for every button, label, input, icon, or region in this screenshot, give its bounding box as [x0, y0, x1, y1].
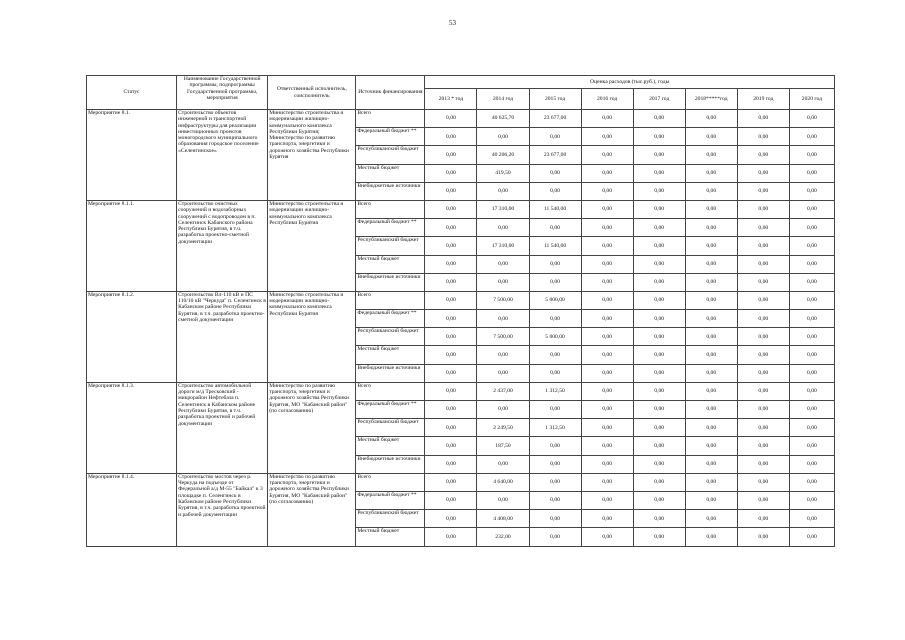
header-source: Источник финансирования	[356, 76, 425, 110]
row-value: 0,00	[789, 437, 834, 455]
row-value: 0,00	[737, 346, 789, 364]
row-value: 0,00	[737, 164, 789, 182]
row-value: 0,00	[529, 528, 581, 546]
page-number: 53	[449, 19, 456, 27]
row-value: 0,00	[529, 310, 581, 328]
row-source: Местный бюджет	[356, 346, 425, 364]
header-year: 2015 год	[529, 89, 581, 110]
row-value: 0,00	[633, 491, 685, 509]
row-value: 0,00	[477, 128, 529, 146]
header-executor: Ответственный исполнитель, соисполнитель	[268, 76, 356, 110]
row-executor: Министерство строительства и модернизации жилищно-коммунального комплекса Республики Бурятия	[268, 291, 356, 382]
row-executor: Министерство по развитию транспорта, энергетики и дорожного хозяйства Республики Бурятия, МО "Кабанский район" (по согласованию)	[268, 473, 356, 546]
row-value: 0,00	[737, 491, 789, 509]
header-year: 2017 год	[633, 89, 685, 110]
row-value: 0,00	[737, 255, 789, 273]
row-executor: Министерство строительства и модернизации жилищно-коммунального комплекса Республики Бурятия; Министерство по развитию транспорта, энергетики и дорожного хозяйства Республики Бурятия	[268, 110, 356, 201]
row-value: 0,00	[425, 146, 477, 164]
row-value: 0,00	[425, 364, 477, 382]
row-value: 0,00	[685, 455, 737, 473]
row-value: 0,00	[789, 473, 834, 491]
row-source: Федеральный бюджет **	[356, 491, 425, 509]
row-executor: Министерство по развитию транспорта, энергетики и дорожного хозяйства Республики Бурятия, МО "Кабанский район" (по согласованию)	[268, 382, 356, 473]
row-value: 0,00	[529, 255, 581, 273]
row-value: 419,50	[477, 164, 529, 182]
row-value: 0,00	[685, 382, 737, 400]
row-value: 0,00	[737, 510, 789, 528]
row-value: 0,00	[685, 437, 737, 455]
row-source: Федеральный бюджет **	[356, 128, 425, 146]
row-source: Внебюджетные источники	[356, 273, 425, 291]
row-source: Всего	[356, 291, 425, 309]
row-value: 0,00	[477, 255, 529, 273]
row-value: 2 249,50	[477, 419, 529, 437]
row-value: 2 437,00	[477, 382, 529, 400]
row-value: 0,00	[425, 510, 477, 528]
row-value: 0,00	[425, 419, 477, 437]
row-value: 7 500,00	[477, 328, 529, 346]
header-year: 2016 год	[581, 89, 633, 110]
row-value: 0,00	[789, 346, 834, 364]
row-value: 0,00	[425, 237, 477, 255]
row-value: 0,00	[581, 310, 633, 328]
row-value: 0,00	[789, 237, 834, 255]
row-source: Республиканский бюджет	[356, 328, 425, 346]
row-value: 0,00	[633, 528, 685, 546]
row-value: 0,00	[425, 200, 477, 218]
row-value: 0,00	[789, 291, 834, 309]
row-value: 0,00	[477, 401, 529, 419]
row-value: 0,00	[633, 437, 685, 455]
row-source: Республиканский бюджет	[356, 510, 425, 528]
row-value: 0,00	[581, 237, 633, 255]
row-source: Местный бюджет	[356, 528, 425, 546]
row-value: 7 500,00	[477, 291, 529, 309]
row-value: 0,00	[581, 455, 633, 473]
row-value: 0,00	[789, 455, 834, 473]
row-value: 4 408,00	[477, 510, 529, 528]
header-year: 2019 год	[737, 89, 789, 110]
header-estimate: Оценка расходов (тыс.руб.), годы	[425, 76, 835, 89]
row-value: 0,00	[477, 310, 529, 328]
row-value: 0,00	[425, 128, 477, 146]
row-value: 0,00	[789, 219, 834, 237]
row-value: 0,00	[425, 164, 477, 182]
row-value: 0,00	[477, 219, 529, 237]
row-value: 0,00	[685, 182, 737, 200]
row-name: Строительство автомобильной дороги м/д Тресковский - микрорайон Нефтебаза п. Селенгинск в Кабанском районе Республики Бурятия, в т.ч. разработка проектной и рабочей документации	[177, 382, 268, 473]
row-value: 0,00	[633, 364, 685, 382]
row-value: 0,00	[737, 419, 789, 437]
row-source: Местный бюджет	[356, 437, 425, 455]
row-value: 0,00	[685, 219, 737, 237]
row-value: 0,00	[685, 255, 737, 273]
row-value: 0,00	[789, 419, 834, 437]
row-value: 0,00	[685, 419, 737, 437]
row-value: 0,00	[789, 128, 834, 146]
row-value: 0,00	[529, 437, 581, 455]
row-value: 0,00	[529, 491, 581, 509]
row-value: 0,00	[581, 273, 633, 291]
row-value: 0,00	[737, 382, 789, 400]
row-value: 0,00	[633, 419, 685, 437]
row-value: 0,00	[789, 528, 834, 546]
header-year: 2020 год	[789, 89, 834, 110]
row-value: 0,00	[685, 346, 737, 364]
row-value: 0,00	[581, 164, 633, 182]
row-value: 0,00	[737, 273, 789, 291]
row-value: 0,00	[581, 491, 633, 509]
row-value: 0,00	[633, 255, 685, 273]
row-value: 23 677,00	[529, 110, 581, 128]
row-value: 0,00	[477, 455, 529, 473]
row-value: 5 000,00	[529, 328, 581, 346]
row-value: 0,00	[581, 382, 633, 400]
row-value: 0,00	[581, 473, 633, 491]
row-value: 0,00	[789, 200, 834, 218]
table-row	[87, 200, 835, 218]
row-value: 0,00	[633, 401, 685, 419]
row-source: Внебюджетные источники	[356, 364, 425, 382]
header-year: 2018*****год	[685, 89, 737, 110]
row-source: Республиканский бюджет	[356, 146, 425, 164]
row-value: 0,00	[633, 473, 685, 491]
row-value: 0,00	[425, 182, 477, 200]
row-value: 0,00	[581, 510, 633, 528]
row-value: 0,00	[685, 510, 737, 528]
row-value: 11 540,00	[529, 237, 581, 255]
row-value: 0,00	[789, 182, 834, 200]
row-value: 0,00	[789, 328, 834, 346]
row-value: 0,00	[633, 146, 685, 164]
table-body	[87, 110, 835, 547]
row-value: 0,00	[737, 328, 789, 346]
row-value: 0,00	[425, 110, 477, 128]
row-value: 0,00	[685, 164, 737, 182]
row-value: 0,00	[633, 328, 685, 346]
row-status: Мероприятие 8.1.1.	[87, 200, 177, 291]
row-value: 0,00	[581, 328, 633, 346]
row-value: 40 625,70	[477, 110, 529, 128]
row-value: 0,00	[685, 473, 737, 491]
row-value: 0,00	[633, 182, 685, 200]
table-row	[87, 382, 835, 400]
header-status: Статус	[87, 76, 177, 110]
row-value: 0,00	[581, 346, 633, 364]
row-value: 0,00	[737, 364, 789, 382]
header-name: Наименование Государственной программы, подпрограммы Государственной программы, мероприятия	[177, 76, 268, 110]
row-value: 0,00	[633, 346, 685, 364]
row-value: 187,50	[477, 437, 529, 455]
row-value: 0,00	[685, 273, 737, 291]
row-source: Внебюджетные источники	[356, 455, 425, 473]
row-value: 0,00	[737, 401, 789, 419]
row-value: 0,00	[633, 128, 685, 146]
row-value: 0,00	[581, 146, 633, 164]
row-value: 0,00	[789, 255, 834, 273]
row-value: 0,00	[529, 164, 581, 182]
row-value: 0,00	[685, 364, 737, 382]
row-name: Строительство мостов через р. Черкуда на подъезде от Федеральной а/д М-55 "Байкал" к 3 площадке п. Селенгинск в Кабанском районе Республики Бурятия, в т.ч. разработка проектной и рабочей документации	[177, 473, 268, 546]
row-value: 232,00	[477, 528, 529, 546]
row-value: 0,00	[581, 401, 633, 419]
row-source: Местный бюджет	[356, 164, 425, 182]
row-value: 0,00	[789, 164, 834, 182]
row-value: 0,00	[633, 382, 685, 400]
row-value: 0,00	[581, 219, 633, 237]
row-source: Внебюджетные источники	[356, 182, 425, 200]
row-source: Федеральный бюджет **	[356, 310, 425, 328]
row-value: 0,00	[581, 364, 633, 382]
row-source: Всего	[356, 473, 425, 491]
row-value: 0,00	[685, 401, 737, 419]
row-value: 0,00	[685, 328, 737, 346]
row-value: 0,00	[425, 437, 477, 455]
row-value: 0,00	[685, 291, 737, 309]
row-value: 0,00	[737, 237, 789, 255]
row-value: 5 000,00	[529, 291, 581, 309]
row-value: 0,00	[737, 455, 789, 473]
row-value: 0,00	[633, 219, 685, 237]
row-value: 4 640,00	[477, 473, 529, 491]
row-value: 0,00	[425, 273, 477, 291]
table-row	[87, 291, 835, 309]
row-value: 0,00	[581, 255, 633, 273]
row-value: 0,00	[789, 273, 834, 291]
row-value: 0,00	[685, 491, 737, 509]
row-value: 0,00	[425, 401, 477, 419]
row-value: 0,00	[425, 291, 477, 309]
row-value: 0,00	[789, 364, 834, 382]
row-value: 0,00	[789, 146, 834, 164]
row-value: 0,00	[529, 182, 581, 200]
row-value: 0,00	[425, 491, 477, 509]
row-value: 0,00	[529, 128, 581, 146]
row-value: 0,00	[737, 128, 789, 146]
row-value: 0,00	[425, 455, 477, 473]
row-source: Всего	[356, 110, 425, 128]
row-value: 0,00	[737, 146, 789, 164]
row-value: 0,00	[581, 437, 633, 455]
row-value: 0,00	[425, 255, 477, 273]
row-value: 0,00	[581, 110, 633, 128]
row-value: 0,00	[581, 419, 633, 437]
row-value: 0,00	[633, 164, 685, 182]
row-value: 0,00	[581, 182, 633, 200]
row-source: Республиканский бюджет	[356, 237, 425, 255]
row-source: Федеральный бюджет **	[356, 219, 425, 237]
row-value: 0,00	[529, 219, 581, 237]
row-value: 0,00	[425, 382, 477, 400]
row-value: 0,00	[425, 473, 477, 491]
row-value: 0,00	[633, 291, 685, 309]
row-value: 0,00	[425, 528, 477, 546]
row-value: 0,00	[581, 291, 633, 309]
row-value: 0,00	[477, 182, 529, 200]
row-value: 0,00	[737, 473, 789, 491]
row-value: 0,00	[581, 528, 633, 546]
row-value: 0,00	[685, 146, 737, 164]
row-status: Мероприятие 8.1.2.	[87, 291, 177, 382]
row-value: 0,00	[737, 219, 789, 237]
row-value: 0,00	[633, 200, 685, 218]
row-value: 0,00	[425, 346, 477, 364]
row-value: 0,00	[685, 200, 737, 218]
row-value: 0,00	[789, 110, 834, 128]
row-value: 0,00	[685, 128, 737, 146]
row-value: 11 540,00	[529, 200, 581, 218]
row-value: 0,00	[425, 328, 477, 346]
row-value: 0,00	[737, 110, 789, 128]
row-source: Всего	[356, 382, 425, 400]
row-value: 0,00	[737, 528, 789, 546]
row-value: 0,00	[529, 346, 581, 364]
row-source: Федеральный бюджет **	[356, 401, 425, 419]
row-value: 0,00	[633, 310, 685, 328]
row-value: 0,00	[529, 455, 581, 473]
table-row	[87, 473, 835, 491]
row-status: Мероприятие 8.1.4.	[87, 473, 177, 546]
row-value: 0,00	[633, 237, 685, 255]
row-value: 0,00	[737, 310, 789, 328]
table-row	[87, 110, 835, 128]
row-value: 0,00	[685, 110, 737, 128]
row-value: 0,00	[789, 491, 834, 509]
row-source: Всего	[356, 200, 425, 218]
row-value: 0,00	[581, 128, 633, 146]
row-status: Мероприятие 8.1.	[87, 110, 177, 201]
row-value: 40 206,20	[477, 146, 529, 164]
row-value: 0,00	[529, 364, 581, 382]
row-value: 0,00	[477, 491, 529, 509]
row-value: 0,00	[685, 237, 737, 255]
row-name: Строительство Вл-110 кВ и ПС 110/10 кВ "Черкуда" п. Селенгинск в Кабанском районе Республики Бурятия, в т.ч. разработка проектно-сметной документации	[177, 291, 268, 382]
row-value: 0,00	[529, 473, 581, 491]
row-value: 0,00	[789, 510, 834, 528]
row-value: 0,00	[529, 401, 581, 419]
row-value: 0,00	[477, 364, 529, 382]
row-value: 0,00	[633, 110, 685, 128]
row-value: 1 312,50	[529, 382, 581, 400]
row-value: 17 310,00	[477, 200, 529, 218]
row-status: Мероприятие 8.1.3.	[87, 382, 177, 473]
row-value: 0,00	[529, 273, 581, 291]
financing-table-wrapper	[86, 75, 835, 547]
row-value: 0,00	[789, 310, 834, 328]
row-value: 0,00	[425, 310, 477, 328]
row-value: 0,00	[425, 219, 477, 237]
row-value: 0,00	[737, 291, 789, 309]
financing-table	[86, 75, 835, 547]
row-value: 0,00	[789, 382, 834, 400]
row-value: 0,00	[633, 510, 685, 528]
row-value: 0,00	[685, 310, 737, 328]
row-value: 0,00	[737, 182, 789, 200]
row-value: 0,00	[477, 346, 529, 364]
row-executor: Министерство строительства и модернизации жилищно-коммунального комплекса Республики Бурятия	[268, 200, 356, 291]
row-value: 0,00	[581, 200, 633, 218]
row-value: 17 310,00	[477, 237, 529, 255]
row-name: Строительство очистных сооружений и водозаборных сооружений с водопроводом в п. Селенгинск Кабанского района Республики Бурятия, в т.ч. разработка проектно-сметной документации	[177, 200, 268, 291]
row-value: 0,00	[529, 510, 581, 528]
row-value: 23 677,00	[529, 146, 581, 164]
header-year: 2014 год	[477, 89, 529, 110]
header-year: 2013 * год	[425, 89, 477, 110]
row-value: 0,00	[685, 528, 737, 546]
row-name: Строительство объектов инженерной и транспортной инфраструктуры для реализации инвестиционных проектов моногородского муниципального образования городское поселение «Селенгинское»	[177, 110, 268, 201]
row-value: 1 312,50	[529, 419, 581, 437]
row-value: 0,00	[737, 200, 789, 218]
row-value: 0,00	[789, 401, 834, 419]
row-value: 0,00	[477, 273, 529, 291]
row-value: 0,00	[633, 455, 685, 473]
row-source: Республиканский бюджет	[356, 419, 425, 437]
row-value: 0,00	[633, 273, 685, 291]
row-source: Местный бюджет	[356, 255, 425, 273]
row-value: 0,00	[737, 437, 789, 455]
